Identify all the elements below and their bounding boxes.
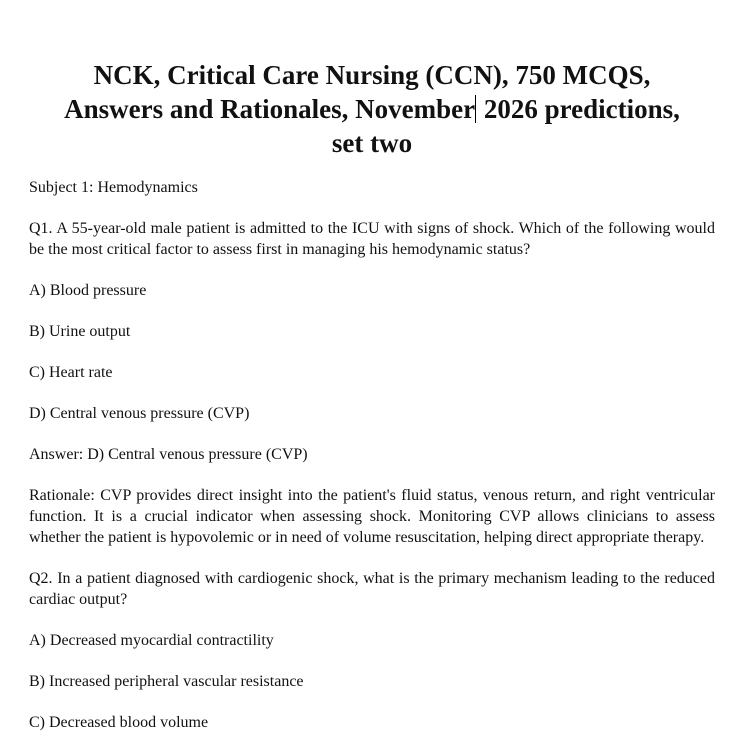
question-1-option-a: A) Blood pressure xyxy=(29,282,147,299)
question-1-option-c: C) Heart rate xyxy=(29,364,113,381)
document-title xyxy=(29,58,715,160)
question-1-rationale: Rationale: CVP provides direct insight into the patient's fluid status, venous return, and right ventricular function. It is a crucial indicator when assessing shock. Monitoring CVP allows clinicians to assess whether the patient is hypovolemic or in need of volume resuscitation, helping direct appropriate therapy. xyxy=(29,487,715,546)
question-2-text: Q2. In a patient diagnosed with cardiogenic shock, what is the primary mechanism leading to the reduced cardiac output? xyxy=(29,570,715,608)
question-1-text: Q1. A 55-year-old male patient is admitted to the ICU with signs of shock. Which of the following would be the most critical factor to assess first in managing his hemodynamic status? xyxy=(29,220,715,258)
subject-heading: Subject 1: Hemodynamics xyxy=(29,179,198,196)
title-line-1: NCK, Critical Care Nursing (CCN), 750 MCQS, xyxy=(93,60,651,90)
title-line-2b: 2026 predictions, xyxy=(477,94,680,124)
question-1-answer: Answer: D) Central venous pressure (CVP) xyxy=(29,446,308,463)
document-page xyxy=(29,58,715,753)
text-cursor xyxy=(475,95,476,123)
question-2-option-c: C) Decreased blood volume xyxy=(29,714,209,731)
question-2-option-b: B) Increased peripheral vascular resistance xyxy=(29,673,304,690)
question-1-option-d: D) Central venous pressure (CVP) xyxy=(29,405,250,422)
title-line-3: set two xyxy=(331,128,413,158)
title-line-2a: Answers and Rationales, November xyxy=(64,94,476,124)
question-2-option-a: A) Decreased myocardial contractility xyxy=(29,632,274,649)
question-1-option-b: B) Urine output xyxy=(29,323,131,340)
